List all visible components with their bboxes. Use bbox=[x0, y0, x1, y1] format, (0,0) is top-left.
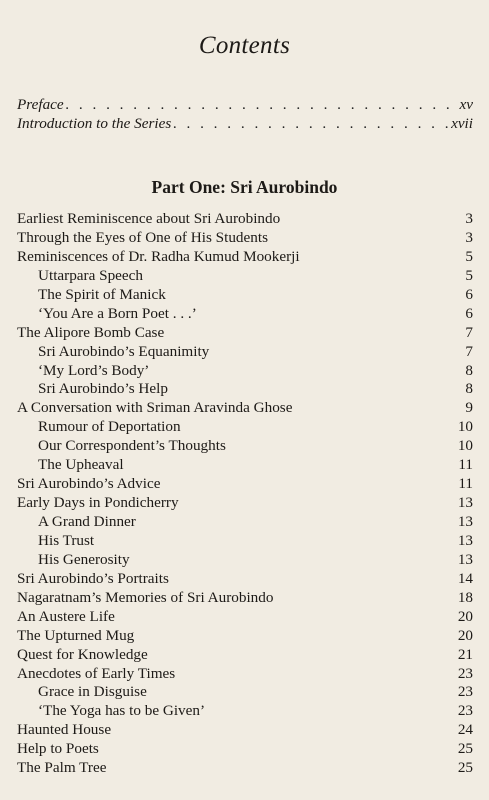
toc-subentry[interactable] bbox=[17, 380, 473, 399]
toc-entry-label: Reminiscences of Dr. Radha Kumud Mookerji bbox=[17, 247, 300, 265]
dot-leader bbox=[173, 114, 449, 133]
toc-page-number: 13 bbox=[457, 513, 473, 530]
toc-page-number: 25 bbox=[457, 759, 473, 777]
toc-entry-label: The Spirit of Manick bbox=[38, 285, 166, 303]
toc-entry-label: Uttarpara Speech bbox=[38, 266, 143, 284]
toc-entry[interactable] bbox=[17, 475, 473, 494]
toc-subentry[interactable] bbox=[17, 532, 473, 551]
toc-page-number: 3 bbox=[465, 228, 473, 246]
toc-entry[interactable] bbox=[17, 721, 473, 740]
toc-entry-label: His Generosity bbox=[38, 550, 130, 568]
toc-entry-label: An Austere Life bbox=[17, 607, 115, 625]
front-matter-list bbox=[17, 95, 473, 134]
toc-page-number: 10 bbox=[457, 418, 473, 436]
toc-entry-label: Grace in Disguise bbox=[38, 683, 147, 701]
part-heading: Part One: Sri Aurobindo bbox=[151, 177, 338, 197]
toc-entry-label: The Palm Tree bbox=[17, 759, 107, 777]
toc-subentry[interactable] bbox=[17, 305, 473, 324]
toc-entry[interactable] bbox=[17, 248, 473, 267]
toc-page-number: 25 bbox=[457, 740, 473, 758]
toc-entry[interactable] bbox=[17, 627, 473, 646]
toc-entry[interactable] bbox=[17, 740, 473, 759]
toc-page-number: 5 bbox=[465, 247, 473, 265]
toc-entry-label: ‘The Yoga has to be Given’ bbox=[38, 702, 206, 720]
toc-subentry[interactable] bbox=[17, 456, 473, 475]
toc-entry-label: Sri Aurobindo’s Help bbox=[38, 380, 168, 398]
toc-subentry[interactable] bbox=[17, 683, 473, 702]
toc-entry[interactable] bbox=[17, 589, 473, 608]
toc-subentry[interactable] bbox=[17, 418, 473, 437]
toc-entry[interactable] bbox=[17, 210, 473, 229]
toc-page-number: 21 bbox=[457, 645, 473, 663]
toc-page-number: 23 bbox=[457, 664, 473, 682]
toc-entry-label: Sri Aurobindo’s Advice bbox=[17, 475, 161, 493]
toc-entry-introduction[interactable] bbox=[17, 114, 473, 133]
page-title: Contents bbox=[198, 32, 291, 59]
toc-page-number: 10 bbox=[457, 437, 473, 455]
toc-page-number: 9 bbox=[465, 399, 473, 417]
toc-page-number: 7 bbox=[465, 323, 473, 341]
toc-page-number: 13 bbox=[457, 494, 473, 512]
toc-entry-label: Quest for Knowledge bbox=[17, 645, 148, 663]
toc-entry-label: Early Days in Pondicherry bbox=[17, 494, 179, 512]
toc-entry[interactable] bbox=[17, 229, 473, 248]
toc-page-number: 20 bbox=[457, 607, 473, 625]
toc-entry-label: The Upturned Mug bbox=[17, 626, 135, 644]
toc-page-number: 6 bbox=[465, 304, 473, 322]
toc-page-number: 6 bbox=[465, 285, 473, 303]
toc-page-number: 24 bbox=[457, 721, 473, 739]
toc-entry-label: Anecdotes of Early Times bbox=[17, 664, 176, 682]
toc-entry-label: ‘My Lord’s Body’ bbox=[38, 361, 150, 379]
toc-page-number: 5 bbox=[465, 266, 473, 284]
toc-page-number: xv bbox=[459, 96, 473, 113]
toc-entry-label: A Conversation with Sriman Aravinda Ghose bbox=[17, 399, 293, 417]
toc-page-number: 11 bbox=[458, 456, 473, 474]
toc-subentry[interactable] bbox=[17, 362, 473, 381]
toc-entry-label: Earliest Reminiscence about Sri Aurobindo bbox=[17, 210, 281, 227]
toc-entry-label: Introduction to the Series bbox=[17, 115, 172, 133]
toc-subentry[interactable] bbox=[17, 267, 473, 286]
toc-entry[interactable] bbox=[17, 399, 473, 418]
toc-entry-label: A Grand Dinner bbox=[38, 513, 136, 530]
toc-entry-label: Rumour of Deportation bbox=[38, 418, 181, 436]
toc-page-number: 11 bbox=[458, 475, 473, 493]
toc-entry[interactable] bbox=[17, 494, 473, 513]
toc-entry-label: Help to Poets bbox=[17, 740, 99, 758]
toc-entry-label: ‘You Are a Born Poet . . .’ bbox=[38, 304, 197, 322]
toc-entry-label: His Trust bbox=[38, 531, 95, 549]
toc-entry-label: The Upheaval bbox=[38, 456, 124, 474]
toc-page-number: 13 bbox=[457, 531, 473, 549]
toc-subentry[interactable] bbox=[17, 702, 473, 721]
toc-entry-label: The Alipore Bomb Case bbox=[17, 323, 165, 341]
toc-page-number: 13 bbox=[457, 550, 473, 568]
toc-entry-label: Preface bbox=[17, 96, 64, 113]
toc-page-number: 7 bbox=[465, 342, 473, 360]
toc-entry[interactable] bbox=[17, 608, 473, 627]
toc-entry-label: Nagaratnam’s Memories of Sri Aurobindo bbox=[17, 588, 274, 606]
toc-entry-label: Our Correspondent’s Thoughts bbox=[38, 437, 226, 455]
toc-entry-label: Through the Eyes of One of His Students bbox=[17, 228, 268, 246]
toc-entry-label: Sri Aurobindo’s Equanimity bbox=[38, 342, 210, 360]
toc-page-number: 18 bbox=[457, 588, 473, 606]
toc-entry-preface[interactable] bbox=[17, 95, 473, 114]
toc-entry[interactable] bbox=[17, 665, 473, 684]
toc-subentry[interactable] bbox=[17, 286, 473, 305]
dot-leader bbox=[66, 95, 457, 114]
toc-entry[interactable] bbox=[17, 646, 473, 665]
toc-entries-list bbox=[17, 210, 473, 778]
toc-subentry[interactable] bbox=[17, 343, 473, 362]
toc-entry-label: Haunted House bbox=[17, 721, 112, 739]
toc-entry[interactable] bbox=[17, 324, 473, 343]
toc-page-number: 3 bbox=[465, 210, 473, 227]
toc-page-number: 14 bbox=[457, 569, 473, 587]
toc-subentry[interactable] bbox=[17, 551, 473, 570]
toc-page-number: xvii bbox=[451, 115, 473, 133]
toc-subentry[interactable] bbox=[17, 513, 473, 532]
toc-page-number: 23 bbox=[457, 702, 473, 720]
toc-page-number: 8 bbox=[465, 380, 473, 398]
toc-page-number: 8 bbox=[465, 361, 473, 379]
toc-entry[interactable] bbox=[17, 570, 473, 589]
toc-entry-label: Sri Aurobindo’s Portraits bbox=[17, 569, 169, 587]
toc-page-number: 23 bbox=[457, 683, 473, 701]
toc-subentry[interactable] bbox=[17, 437, 473, 456]
toc-entry[interactable] bbox=[17, 759, 473, 778]
toc-page-number: 20 bbox=[457, 626, 473, 644]
